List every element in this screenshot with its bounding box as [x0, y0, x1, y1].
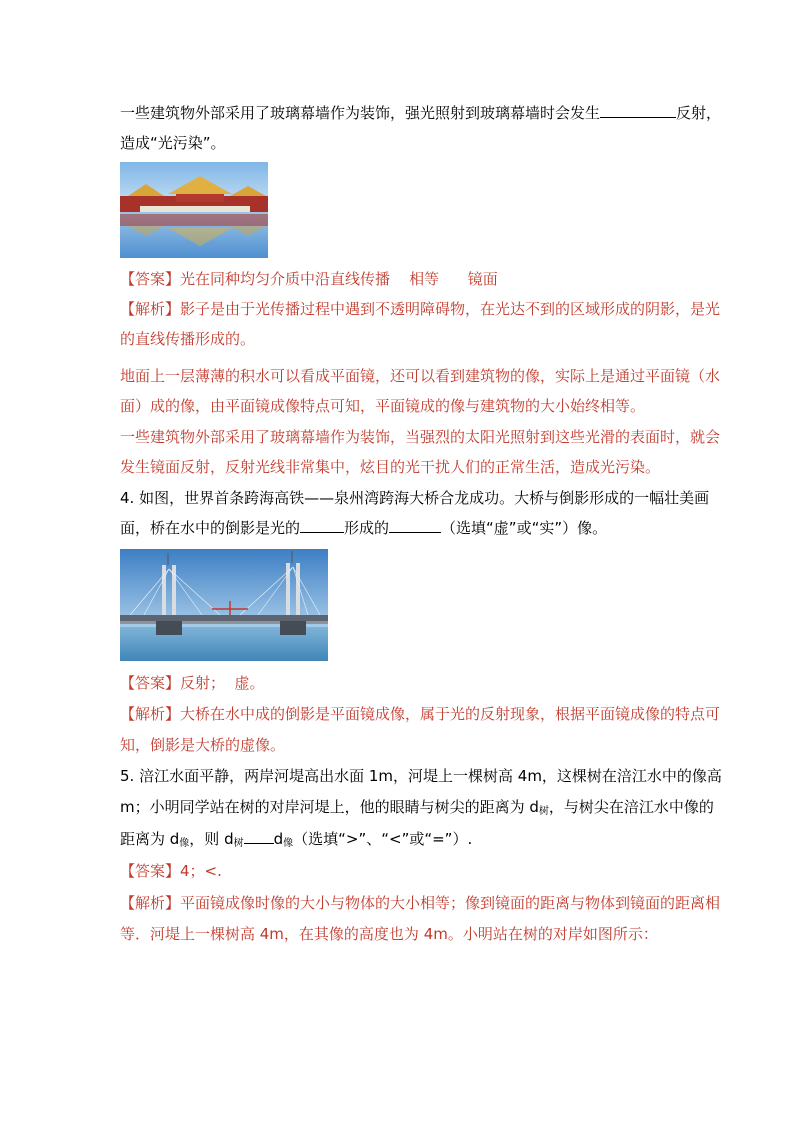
q3-analysis-line-2: 的直线传播形成的。	[120, 330, 256, 348]
q5-text-a: m；小明同学站在树的对岸河堤上，他的眼睛与树尖的距离为 d	[120, 798, 539, 816]
answer-tag: 【答案】	[120, 674, 181, 692]
q5-answer	[120, 861, 222, 881]
q5-sub-tree: 树	[538, 806, 549, 817]
q3-analysis-text: 影子是由于光传播过程中遇到不透明障碍物，在光达不到的区域形成的阴影，是光	[180, 300, 721, 318]
q4-analysis-line-2: 知，倒影是大桥的虚像。	[120, 736, 286, 754]
sea-bridge-photo	[120, 549, 328, 661]
q4-question-line-2	[120, 518, 607, 538]
answer-tag: 【答案】	[120, 270, 181, 288]
q5-sub-image: 像	[179, 838, 190, 849]
q3-question-line-2: 造成“光污染”。	[120, 134, 226, 152]
q3-question-text-end: 反射，	[676, 104, 722, 122]
q4-text-b: 形成的	[344, 519, 390, 537]
q4-answer-text: 反射； 虚。	[180, 674, 265, 692]
answer-tag: 【答案】	[120, 862, 181, 880]
q3-blank-3	[600, 103, 676, 118]
q4-text-a: 面，桥在水中的倒影是光的	[120, 519, 301, 537]
q4-analysis-line-1	[120, 704, 720, 724]
q5-question-line-1: 5. 涪江水面平静，两岸河堤高出水面 1m，河堤上一棵树高 4m，这棵树在涪江水中的像高	[120, 767, 722, 785]
q3-question-line-1	[120, 103, 721, 123]
q5-analysis-line-1	[120, 893, 720, 913]
q5-sub-image-2: 像	[283, 838, 294, 849]
q5-text-d: ，则 d	[189, 830, 234, 848]
q4-question-line-1: 4. 如图，世界首条跨海高铁——泉州湾跨海大桥合龙成功。大桥与倒影形成的一幅壮美画	[120, 489, 710, 507]
q5-analysis-text-2: 等．河堤上一棵树高 4m，在其像的高度也为 4m。小明站在树的对岸如图所示：	[120, 925, 658, 943]
q4-analysis-text: 大桥在水中成的倒影是平面镜成像，属于光的反射现象，根据平面镜成像的特点可	[180, 705, 721, 723]
q3-analysis-line-4: 面）成的像，由平面镜成像特点可知，平面镜成的像与建筑物的大小始终相等。	[120, 397, 646, 415]
q4-blank-1	[300, 518, 344, 533]
q5-answer-text: 4；<.	[180, 862, 222, 880]
q3-question-text: 一些建筑物外部采用了玻璃幕墙作为装饰，强光照射到玻璃幕墙时会发生	[120, 104, 601, 122]
q4-answer	[120, 673, 265, 693]
q3-analysis-line-6: 发生镜面反射，反射光线非常集中，炫目的光干扰人们的正常生活，造成光污染。	[120, 458, 661, 476]
q5-text-c: 距离为 d	[120, 830, 180, 848]
analysis-tag: 【解析】	[120, 705, 181, 723]
q5-question-line-3	[120, 829, 472, 854]
q5-question-line-2	[120, 797, 714, 822]
q3-answer-text: 光在同种均匀介质中沿直线传播 相等 镜面	[180, 270, 498, 288]
q5-text-e: d	[273, 830, 284, 848]
q5-analysis-line-2	[120, 924, 658, 944]
q3-answer	[120, 269, 498, 289]
q5-text-f: （选填“>”、“<”或“=”）.	[293, 830, 473, 848]
q5-analysis-text: 平面镜成像时像的大小与物体的大小相等；像到镜面的距离与物体到镜面的距离相	[180, 894, 721, 912]
analysis-tag: 【解析】	[120, 300, 181, 318]
q4-text-c: （选填“虚”或“实”）像。	[441, 519, 608, 537]
palace-reflection-photo	[120, 162, 268, 258]
q3-analysis-line-3: 地面上一层薄薄的积水可以看成平面镜，还可以看到建筑物的像，实际上是通过平面镜（水	[120, 367, 721, 385]
q5-sub-tree-2: 树	[233, 838, 244, 849]
q4-blank-2	[389, 518, 441, 533]
q5-blank	[244, 829, 274, 844]
q3-analysis-line-1	[120, 299, 720, 319]
q5-text-b: ，与树尖在涪江水中像的	[548, 798, 714, 816]
q3-analysis-line-5: 一些建筑物外部采用了玻璃幕墙作为装饰，当强烈的太阳光照射到这些光滑的表面时，就会	[120, 428, 721, 446]
analysis-tag: 【解析】	[120, 894, 181, 912]
